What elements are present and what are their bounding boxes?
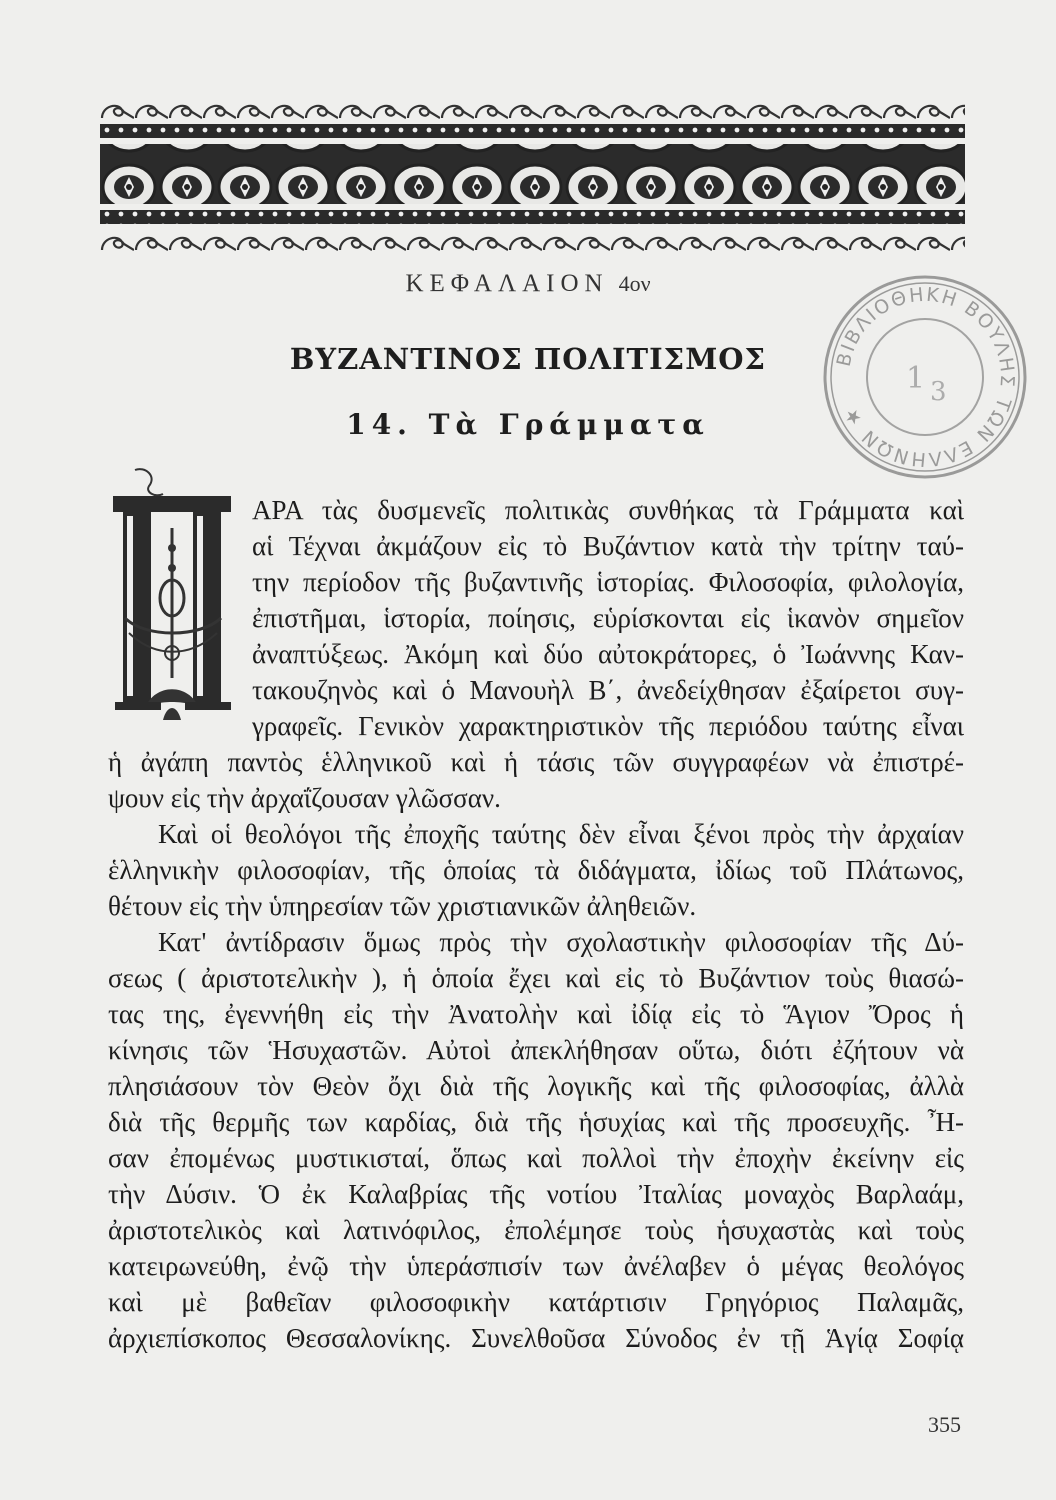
text-line: Κατ' ἀντίδρασιν ὅμως πρὸς τὴν σχολαστικὴν φιλοσοφίαν τῆς Δύ- bbox=[158, 927, 964, 957]
text-line: τακουζηνὸς καὶ ὁ Μανουὴλ Β΄, ἀνεδείχθησαν ἐξαίρετοι συγ- bbox=[252, 675, 964, 705]
library-stamp bbox=[818, 270, 1033, 485]
text-line: ἑλληνικὴν φιλοσοφίαν, τῆς ὁποίας τὰ διδάγματα, ἰδίως τοῦ Πλάτωνος, bbox=[108, 855, 964, 885]
text-line: θέτουν εἰς τὴν ὑπηρεσίαν τῶν χριστιανικῶν ἀληθειῶν. bbox=[108, 891, 697, 921]
text-line: τας της, ἐγεννήθη εἰς τὴν Ἀνατολὴν καὶ ἰδίᾳ εἰς τὸ Ἅγιον Ὄρος ἡ bbox=[108, 999, 964, 1029]
text-line: ἀναπτύξεως. Ἀκόμη καὶ δύο αὐτοκράτορες, ὁ Ἰωάννης Καν- bbox=[252, 639, 964, 669]
section-title: 14. Τὰ Γράμματα bbox=[346, 408, 710, 441]
text-line: ἐπιστῆμαι, ἱστορία, ποίησις, εὑρίσκονται εἰς ἱκανὸν σημεῖον bbox=[252, 603, 964, 633]
svg-text:3: 3 bbox=[930, 377, 947, 407]
text-line: διὰ τῆς θερμῆς των καρδίας, διὰ τῆς ἡσυχίας καὶ τῆς προσευχῆς. Ἦ- bbox=[108, 1107, 964, 1137]
page-number: 355 bbox=[928, 1412, 961, 1437]
chapter-label: ΚΕΦΑΛΑΙΟΝ bbox=[405, 270, 609, 297]
dropcap-letter bbox=[105, 468, 245, 733]
text-line: ἀριστοτελικὸς καὶ λατινόφιλος, ἐπολέμησε τοὺς ἡσυχαστὰς καὶ τοὺς bbox=[108, 1215, 964, 1245]
text-line: γραφεῖς. Γενικὸν χαρακτηριστικὸν τῆς περιόδου ταύτης εἶναι bbox=[252, 711, 964, 741]
text-line: τὴν Δύσιν. Ὁ ἐκ Καλαβρίας τῆς νοτίου Ἰταλίας μοναχὸς Βαρλαάμ, bbox=[108, 1179, 964, 1209]
ornamental-header-band bbox=[100, 100, 965, 260]
text-line: την περίοδον τῆς βυζαντινῆς ἱστορίας. Φιλοσοφία, φιλολογία, bbox=[252, 567, 964, 597]
text-line: καὶ μὲ βαθεῖαν φιλοσοφικὴν κατάρτισιν Γρηγόριος Παλαμᾶς, bbox=[108, 1287, 964, 1317]
text-line: αἱ Τέχναι ἀκμάζουν εἰς τὸ Βυζάντιον κατὰ τὴν τρίτην ταύ- bbox=[252, 531, 964, 561]
svg-text:1: 1 bbox=[906, 361, 926, 396]
text-line: κίνησις τῶν Ἡσυχαστῶν. Αὐτοὶ ἀπεκλήθησαν οὕτω, διότι ἐζήτουν νὰ bbox=[108, 1035, 964, 1065]
text-line: σεως ( ἀριστοτελικὴν ), ἡ ὁποία ἔχει καὶ εἰς τὸ Βυζάντιον τοὺς θιασώ- bbox=[108, 963, 964, 993]
text-line: ΑΡΑ τὰς δυσμενεῖς πολιτικὰς συνθήκας τὰ Γράμματα καὶ bbox=[252, 495, 964, 525]
svg-text:ΒΙΒΛΙΟΘΗΚΗ ΒΟΥΛΗΣ ΤΩΝ ΕΛΛΗΝΩΝ: ΒΙΒΛΙΟΘΗΚΗ ΒΟΥΛΗΣ ΤΩΝ ΕΛΛΗΝΩΝ ★ bbox=[832, 283, 1019, 471]
text-line: ἀρχιεπίσκοπος Θεσσαλονίκης. Συνελθοῦσα Σύνοδος ἐν τῇ Ἁγίᾳ Σοφίᾳ bbox=[108, 1323, 964, 1353]
text-line: ἡ ἀγάπη παντὸς ἑλληνικοῦ καὶ ἡ τάσις τῶν συγγραφέων νὰ ἐπιστρέ- bbox=[108, 747, 964, 777]
page-title: ΒΥΖΑΝΤΙΝΟΣ ΠΟΛΙΤΙΣΜΟΣ bbox=[289, 342, 767, 376]
text-line: κατειρωνεύθη, ἐνῷ τὴν ὑπεράσπισίν των ἀνέλαβεν ὁ μέγας θεολόγος bbox=[108, 1251, 964, 1281]
chapter-number: 4ον bbox=[618, 271, 651, 296]
text-line: σαν ἐπομένως μυστικισταί, ὅπως καὶ πολλοὶ τὴν ἐποχὴν ἐκείνην εἰς bbox=[108, 1143, 964, 1173]
text-line: πλησιάσουν τὸν Θεὸν ὄχι διὰ τῆς λογικῆς καὶ τῆς φιλοσοφίας, ἀλλὰ bbox=[108, 1071, 964, 1101]
text-line: ψουν εἰς τὴν ἀρχαΐζουσαν γλῶσσαν. bbox=[108, 783, 501, 813]
text-line: Καὶ οἱ θεολόγοι τῆς ἐποχῆς ταύτης δὲν εἶναι ξένοι πρὸς τὴν ἀρχαίαν bbox=[158, 819, 964, 849]
